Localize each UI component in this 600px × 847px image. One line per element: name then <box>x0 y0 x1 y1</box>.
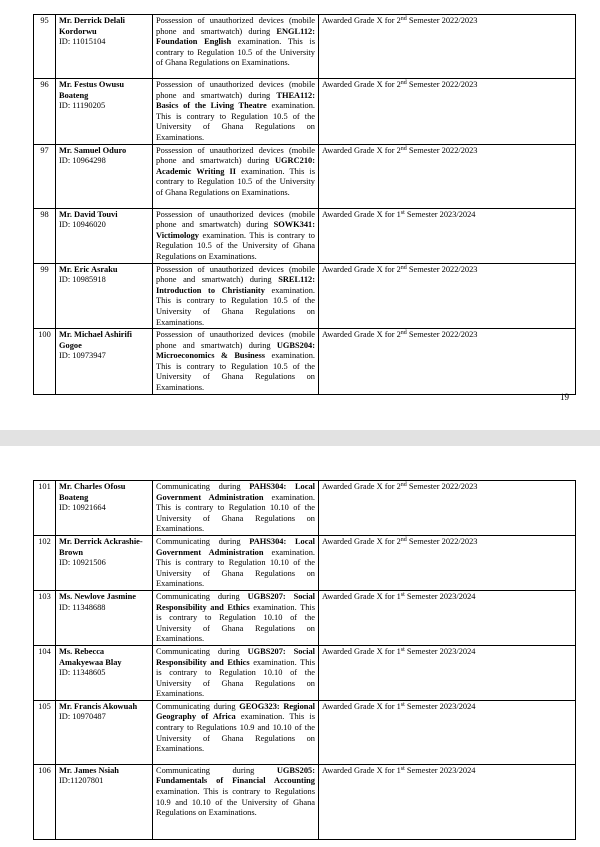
student-name: Mr. Derrick Ackrashie-Brown <box>59 536 143 557</box>
student-id: ID: 11348688 <box>59 602 106 612</box>
text-segment: Semester 2022/2023 <box>406 330 478 340</box>
row-number: 95 <box>34 15 56 79</box>
text-segment: Semester 2022/2023 <box>406 80 478 89</box>
student-id: ID: 10921664 <box>59 503 106 513</box>
student-cell <box>56 645 153 700</box>
table-row <box>34 15 576 79</box>
row-number: 105 <box>34 700 56 764</box>
offence-cell <box>153 590 319 645</box>
row-number: 96 <box>34 79 56 145</box>
student-id: ID: 10973947 <box>59 351 106 361</box>
sanction-cell <box>319 700 576 764</box>
table-row <box>34 481 576 536</box>
text-segment: Awarded Grade X for 1 <box>322 646 401 656</box>
table-row <box>34 590 576 645</box>
text-segment: examination. This is contrary to Regulation 10.5 of the University of Ghana Regulations on Examinations. <box>156 166 315 197</box>
student-cell <box>56 79 153 145</box>
text-segment: examination. This is contrary to Regulation 10.10 of the University of Ghana Regulations on Examinations. <box>156 492 315 534</box>
offence-cell <box>153 15 319 79</box>
text-segment: examination. This is contrary to Regulation 10.5 of the University of Ghana Regulations on Examinations. <box>156 285 315 327</box>
text-segment: Semester 2023/2024 <box>404 591 476 601</box>
student-name: Ms. Newlove Jasmine <box>59 591 136 601</box>
offence-cell <box>153 263 319 329</box>
student-id: ID: 10964298 <box>59 156 106 166</box>
ordinal-suffix: st <box>400 701 405 708</box>
ordinal-suffix: nd <box>400 145 407 152</box>
offence-cell <box>153 764 319 839</box>
table-row <box>34 764 576 839</box>
text-segment: Semester 2022/2023 <box>406 482 478 491</box>
sanctions-table <box>33 480 576 840</box>
table-row <box>34 535 576 590</box>
sanction-cell <box>319 263 576 329</box>
text-segment: Awarded Grade X for 2 <box>322 536 401 546</box>
ordinal-suffix: nd <box>400 16 407 22</box>
row-number: 104 <box>34 645 56 700</box>
course-name: UGRC210: Academic Writing II <box>156 156 315 176</box>
text-segment: examination. This is contrary to Regulation 10.10 of the University of Ghana Regulations on Examinations. <box>156 657 315 699</box>
row-number: 102 <box>34 535 56 590</box>
table-row <box>34 645 576 700</box>
offence-cell <box>153 79 319 145</box>
offence-cell <box>153 645 319 700</box>
text-segment: Awarded Grade X for 2 <box>322 330 401 340</box>
student-name: Mr. Francis Akowuah <box>59 701 138 711</box>
text-segment: Awarded Grade X for 1 <box>322 701 401 711</box>
text-segment: Awarded Grade X for 2 <box>322 264 401 274</box>
text-segment: Possession of unauthorized devices (mobile phone and smartwatch) during <box>156 330 315 350</box>
table-row <box>34 263 576 329</box>
text-segment: Possession of unauthorized devices (mobile phone and smartwatch) during <box>156 16 315 36</box>
text-segment: Awarded Grade X for 1 <box>322 765 401 775</box>
student-id: ID:11207801 <box>59 776 104 786</box>
text-segment: Awarded Grade X for 2 <box>322 145 401 155</box>
student-cell <box>56 329 153 395</box>
text-segment: examination. This is contrary to Regulation 10.5 of the University of Ghana Regulations on Examinations. <box>156 101 315 142</box>
student-name: Mr. Michael Ashirifi Gogoe <box>59 330 132 350</box>
text-segment: Possession of unauthorized devices (mobile phone and smartwatch) during <box>156 80 315 100</box>
student-cell <box>56 590 153 645</box>
student-name: Mr. James Nsiah <box>59 765 119 775</box>
student-name: Mr. David Touvi <box>59 209 118 219</box>
sanction-cell <box>319 15 576 79</box>
ordinal-suffix: st <box>400 765 405 772</box>
student-name: Mr. Samuel Oduro <box>59 145 127 155</box>
ordinal-suffix: st <box>400 591 405 598</box>
sanction-cell <box>319 764 576 839</box>
student-name: Mr. Charles Ofosu Boateng <box>59 482 126 502</box>
student-name: Mr. Eric Asraku <box>59 264 118 274</box>
student-cell <box>56 481 153 536</box>
student-cell <box>56 535 153 590</box>
table-row <box>34 700 576 764</box>
text-segment: Communicating during <box>156 646 248 656</box>
student-id: ID: 11348605 <box>59 668 106 678</box>
text-segment: Communicating during <box>156 536 250 546</box>
course-name: SREL112: Introduction to Christianity <box>156 275 315 295</box>
text-segment: Semester 2023/2024 <box>404 765 476 775</box>
row-number: 99 <box>34 263 56 329</box>
text-segment: Semester 2023/2024 <box>404 209 476 219</box>
student-id: ID: 11190205 <box>59 101 106 111</box>
ordinal-suffix: st <box>400 209 405 216</box>
text-segment: Awarded Grade X for 2 <box>322 482 401 491</box>
student-name: Mr. Derrick Delali Kordorwu <box>59 16 125 36</box>
student-id: ID: 10946020 <box>59 220 106 230</box>
sanction-cell <box>319 535 576 590</box>
table-row <box>34 79 576 145</box>
student-cell <box>56 15 153 79</box>
row-number: 98 <box>34 208 56 263</box>
text-segment: Awarded Grade X for 1 <box>322 591 401 601</box>
text-segment: examination. This is contrary to Regulations 10.9 and 10.10 of the University of Ghana Regulations on Examinations. <box>156 787 315 818</box>
text-segment: examination. This is contrary to Regulation 10.5 of the University of Ghana Regulations on Examinations. <box>156 37 315 68</box>
row-number: 101 <box>34 481 56 536</box>
ordinal-suffix: st <box>400 646 405 653</box>
student-id: ID: 11015104 <box>59 37 106 47</box>
text-segment: Communicating during <box>156 701 240 711</box>
text-segment: Semester 2023/2024 <box>404 701 476 711</box>
text-segment: examination. This is contrary to Regulation 10.10 of the University of Ghana Regulations on Examinations. <box>156 602 315 644</box>
text-segment: examination. This is contrary to Regulations 10.9 and 10.10 of the University of Ghana Regulations on Examinations. <box>156 712 315 754</box>
offence-cell <box>153 481 319 536</box>
offence-cell <box>153 208 319 263</box>
sanction-cell <box>319 481 576 536</box>
student-name: Mr. Festus Owusu Boateng <box>59 80 125 100</box>
text-segment: Semester 2022/2023 <box>406 264 478 274</box>
student-cell <box>56 764 153 839</box>
text-segment: Semester 2022/2023 <box>406 536 478 546</box>
student-cell <box>56 144 153 208</box>
row-number: 100 <box>34 329 56 395</box>
text-segment: Awarded Grade X for 2 <box>322 80 401 89</box>
course-name: PAHS304: Local Government Administration <box>156 482 315 502</box>
text-segment: Possession of unauthorized devices (mobile phone and smartwatch) during <box>156 264 315 285</box>
text-segment: Awarded Grade X for 1 <box>322 209 401 219</box>
ordinal-suffix: nd <box>400 80 407 86</box>
text-segment: examination. This is contrary to Regulation 10.5 of the University of Ghana Regulations on Examinations. <box>156 351 315 393</box>
sanction-cell <box>319 645 576 700</box>
course-name: UGBS205: Fundamentals of Financial Accounting <box>156 765 315 786</box>
page-separator <box>0 430 600 446</box>
row-number: 106 <box>34 764 56 839</box>
student-name: Ms. Rebecca Amakyewaa Blay <box>59 646 122 667</box>
student-id: ID: 10921506 <box>59 558 106 568</box>
text-segment: examination. This is contrary to Regulation 10.5 of the University of Ghana Regulations on Examinations. <box>156 230 315 261</box>
offence-cell <box>153 700 319 764</box>
text-segment: Semester 2023/2024 <box>404 646 476 656</box>
text-segment: Communicating during <box>156 482 250 491</box>
course-name: THEA112: Basics of the Living Theatre <box>156 90 315 111</box>
text-segment: Semester 2022/2023 <box>406 16 478 25</box>
ordinal-suffix: nd <box>400 536 407 543</box>
sanction-cell <box>319 79 576 145</box>
course-name: PAHS304: Local Government Administration <box>156 536 315 557</box>
course-name: SOWK341: Victimology <box>156 220 315 240</box>
student-cell <box>56 263 153 329</box>
ordinal-suffix: nd <box>400 330 407 337</box>
course-name: UGBS207: Social Responsibility and Ethics <box>156 646 315 667</box>
sanction-cell <box>319 144 576 208</box>
sanction-cell <box>319 329 576 395</box>
table-row <box>34 144 576 208</box>
text-segment: Possession of unauthorized devices (mobile phone and smartwatch) during <box>156 209 315 230</box>
ordinal-suffix: nd <box>400 482 407 488</box>
row-number: 97 <box>34 144 56 208</box>
ordinal-suffix: nd <box>400 264 407 271</box>
sanction-cell <box>319 208 576 263</box>
course-name: GEOG323: Regional Geography of Africa <box>156 701 315 722</box>
student-cell <box>56 700 153 764</box>
row-number: 103 <box>34 590 56 645</box>
table-row <box>34 329 576 395</box>
offence-cell <box>153 144 319 208</box>
sanctions-table <box>33 14 576 395</box>
table-row <box>34 208 576 263</box>
text-segment: Awarded Grade X for 2 <box>322 16 401 25</box>
text-segment: Communicating during <box>156 765 277 775</box>
text-segment: Communicating during <box>156 591 248 601</box>
offence-cell <box>153 329 319 395</box>
document-page-20 <box>0 446 600 847</box>
text-segment: Semester 2022/2023 <box>406 145 478 155</box>
course-name: UGBS204: Microeconomics & Business <box>156 340 315 361</box>
text-segment: Possession of unauthorized devices (mobile phone and smartwatch) during <box>156 145 315 166</box>
student-id: ID: 10985918 <box>59 275 106 285</box>
page-number: 19 <box>560 392 569 402</box>
text-segment: examination. This is contrary to Regulation 10.10 of the University of Ghana Regulations on Examinations. <box>156 547 315 589</box>
sanction-cell <box>319 590 576 645</box>
student-cell <box>56 208 153 263</box>
course-name: ENGL112: Foundation English <box>156 26 315 47</box>
student-id: ID: 10970487 <box>59 712 106 722</box>
course-name: UGBS207: Social Responsibility and Ethics <box>156 591 315 612</box>
offence-cell <box>153 535 319 590</box>
